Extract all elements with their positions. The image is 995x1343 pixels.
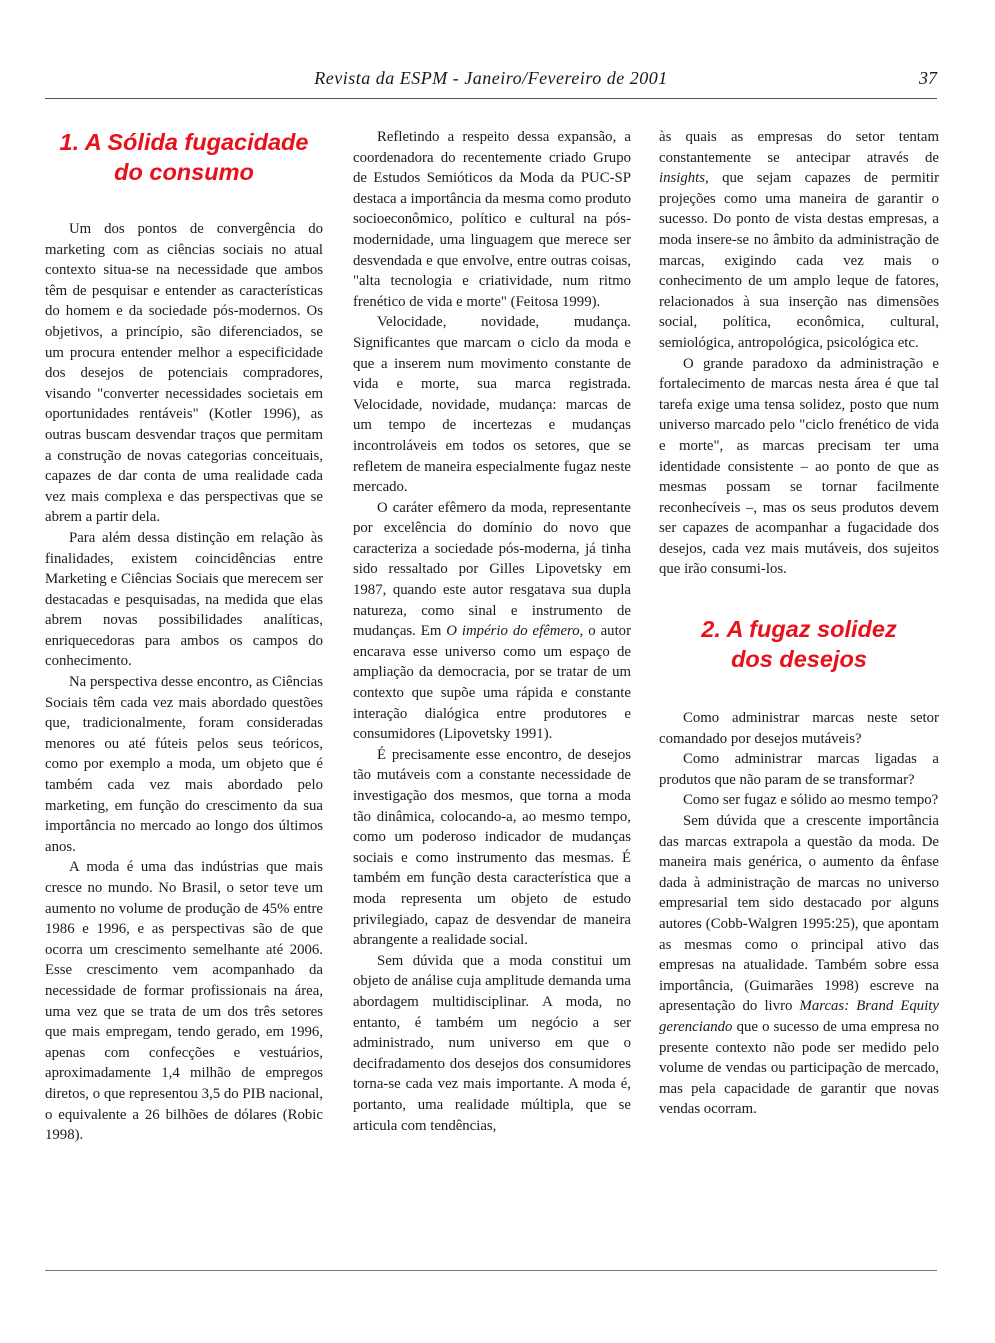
paragraph: A moda é uma das indústrias que mais cresce no mundo. No Brasil, o setor teve um aumento no volume de produção de 45% entre 1986 e 1996, e as perspectivas são de que ocorra um crescimento semelhante até 2006. Esse crescimento vem acompanhado da necessidade de formar profissionais na área, uma vez que se trata de um dos três setores que mais empregam, tendo gerado, em 1996, apenas com confecções e vestuários, aproximadamente 1,4 milhão de empregos diretos, o que representou 3,5 do PIB nacional, o equivalente a 26 bilhões de dólares (Robic 1998). <box>45 859 323 1144</box>
paragraph: O grande paradoxo da administração e fortalecimento de marcas nesta área é que tal tarefa exige uma tensa solidez, posto que num universo marcado pelo "ciclo frenético de vida e morte", as marcas precisam ter uma identidade consistente – ao ponto de que as mesmas possam se tornar facilmente reconhecíveis –, mas os seus produtos devem ser capazes de acompanhar a fugacidade dos desejos, cada vez mais mutáveis, dos sujeitos que irão consumi-los. <box>659 355 939 578</box>
paragraph: Como administrar marcas ligadas a produtos que não param de se transformar? <box>659 751 939 788</box>
text-run: às quais as empresas do setor tentam constantemente se antecipar através de <box>659 129 939 166</box>
page-number: 37 <box>919 68 937 88</box>
section-2-heading-line-2: dos desejos <box>731 646 867 673</box>
journal-title: Revista da ESPM - Janeiro/Fevereiro de 2001 <box>314 68 668 88</box>
paragraph: Um dos pontos de convergência do marketing com as ciências sociais no atual contexto situa-se na necessidade que ambos têm de pesquisar e entender as características do homem e da sociedade pós-modernos. Os objetivos, a princípio, são diferenciados, se um procura entender melhor a especificidade dos desejos de potenciais compradores, visando "converter necessidades societais em oportunidades rentáveis" (Kotler 1996), as outras buscam desvendar traços que permitam a construção de novas categorias conceituais, capazes de dar conta de uma realidade cada vez mais complexa e das perspectivas que se abrem a partir dela. <box>45 221 323 526</box>
section-2-heading <box>659 614 939 674</box>
footer-rule <box>45 1270 937 1271</box>
paragraph: Sem dúvida que a moda constitui um objeto de análise cuja amplitude demanda uma abordagem multidisciplinar. A moda, no entanto, é também um negócio a ser administrado, num universo em que o decifradamento dos desejos dos consumidores torna-se cada vez mais importante. A moda é, portanto, uma realidade múltipla, que se articula com tendências, <box>353 952 631 1134</box>
text-run: , o autor encarava esse universo como um espaço de ampliação da democracia, por se tratar de um contexto que supõe uma rápida e constante interação dialógica entre produtores e consumidores (Lipovetsky 1991). <box>353 623 632 743</box>
paragraph: Como administrar marcas neste setor comandado por desejos mutáveis? <box>659 710 939 747</box>
paragraph: Refletindo a respeito dessa expansão, a coordenadora do recentemente criado Grupo de Estudos Semióticos da Moda da PUC-SP destaca a importância da mesma como produto socioeconômico, político e cultural na pós-modernidade, uma linguagem que merece ser desvendada e que envolve, entre outras coisas, "alta tecnologia e criatividade, num ritmo frenético de vida e morte" (Feitosa 1999). <box>353 129 631 310</box>
running-header <box>45 68 937 99</box>
paragraph <box>659 811 939 1120</box>
text-run: O caráter efêmero da moda, representante por excelência do domínio do novo que caracteriza a sociedade pós-moderna, já tinha sido ressaltado por Gilles Lipovetsky em 1987, quando este autor resgatava sua dupla natureza, como sinal e instrumento de mudanças. Em <box>353 499 631 640</box>
section-1-heading <box>45 127 323 187</box>
italic-term: insights <box>659 170 706 187</box>
text-run: Sem dúvida que a crescente importância das marcas extrapola a questão da moda. De maneira mais genérica, o aumento da ênfase dada à administração de marcas no universo empresarial tem sido destacado por alguns autores (Cobb-Walgren 1995:25), que apontam as mesmas como o principal ativo das empresas na atualidade. Também sobre essa importância, (Guimarães 1998) escreve na apresentação do livro <box>659 813 939 1015</box>
text-run: que o sucesso de uma empresa no presente contexto não pode ser medido pelo volume de vendas ou participação de mercado, mas pela capacidade de garantir que novas vendas ocorram. <box>659 1018 939 1118</box>
section-2-heading-line-1: 2. A fugaz solidez <box>701 616 897 643</box>
section-1-heading-line-1: 1. A Sólida fugacidade <box>59 129 309 155</box>
book-title: Marcas: Brand Equity gerenciando <box>659 998 939 1035</box>
paragraph: É precisamente esse encontro, de desejos tão mutáveis com a constante necessidade de investigação dos mesmos, que torna a moda tão dinâmica, colocando-a, ao mesmo tempo, como um poderoso indicador de mudanças sociais e como instrumento das mesmas. É também em função desta característica que a moda representa um objeto de estudo privilegiado, capaz de desvendar de maneira abrangente a realidade social. <box>353 746 631 949</box>
column-3 <box>659 127 939 1120</box>
book-title: O império do efêmero <box>446 623 580 640</box>
paragraph: Como ser fugaz e sólido ao mesmo tempo? <box>683 792 939 809</box>
paragraph: Velocidade, novidade, mudança. Significantes que marcam o ciclo da moda e que a inserem num movimento constante de vida e morte, sua marca registrada. Velocidade, novidade, mudança: marcas de um tempo de incertezas e mudanças incontroláveis em todos os setores, que se refletem de maneira especialmente fugaz neste mercado. <box>353 314 631 496</box>
paragraph: Para além dessa distinção em relação às finalidades, existem coincidências entre Marketing e Ciências Sociais que merecem ser destacadas e pesquisadas, na medida que elas abrem novas possibilidades analíticas, enriquecedoras para ambos os campos do conhecimento. <box>45 529 323 670</box>
section-1-heading-line-2: do consumo <box>114 159 254 185</box>
column-2 <box>353 127 631 1136</box>
paragraph <box>353 498 631 745</box>
text-run: , que sejam capazes de permitir projeções como uma maneira de garantir o sucesso. Do ponto de vista destas empresas, a moda insere-se no âmbito da administração de marcas, exigindo cada vez mais o conhecimento de um amplo leque de fatores, relacionados à sua inserção nas dimensões social, política, econômica, cultural, semiológica, antropológica, psicológica etc. <box>659 170 939 351</box>
paragraph: Na perspectiva desse encontro, as Ciências Sociais têm cada vez mais abordado questões que, tradicionalmente, foram consideradas menores ou até fúteis pelos seus teóricos, como por exemplo a moda, um objeto que é também cada vez mais abordado pelo marketing, em função do crescimento da sua importância no mercado ao longo dos últimos anos. <box>45 674 323 855</box>
paragraph <box>659 127 939 354</box>
column-1 <box>45 127 323 1146</box>
